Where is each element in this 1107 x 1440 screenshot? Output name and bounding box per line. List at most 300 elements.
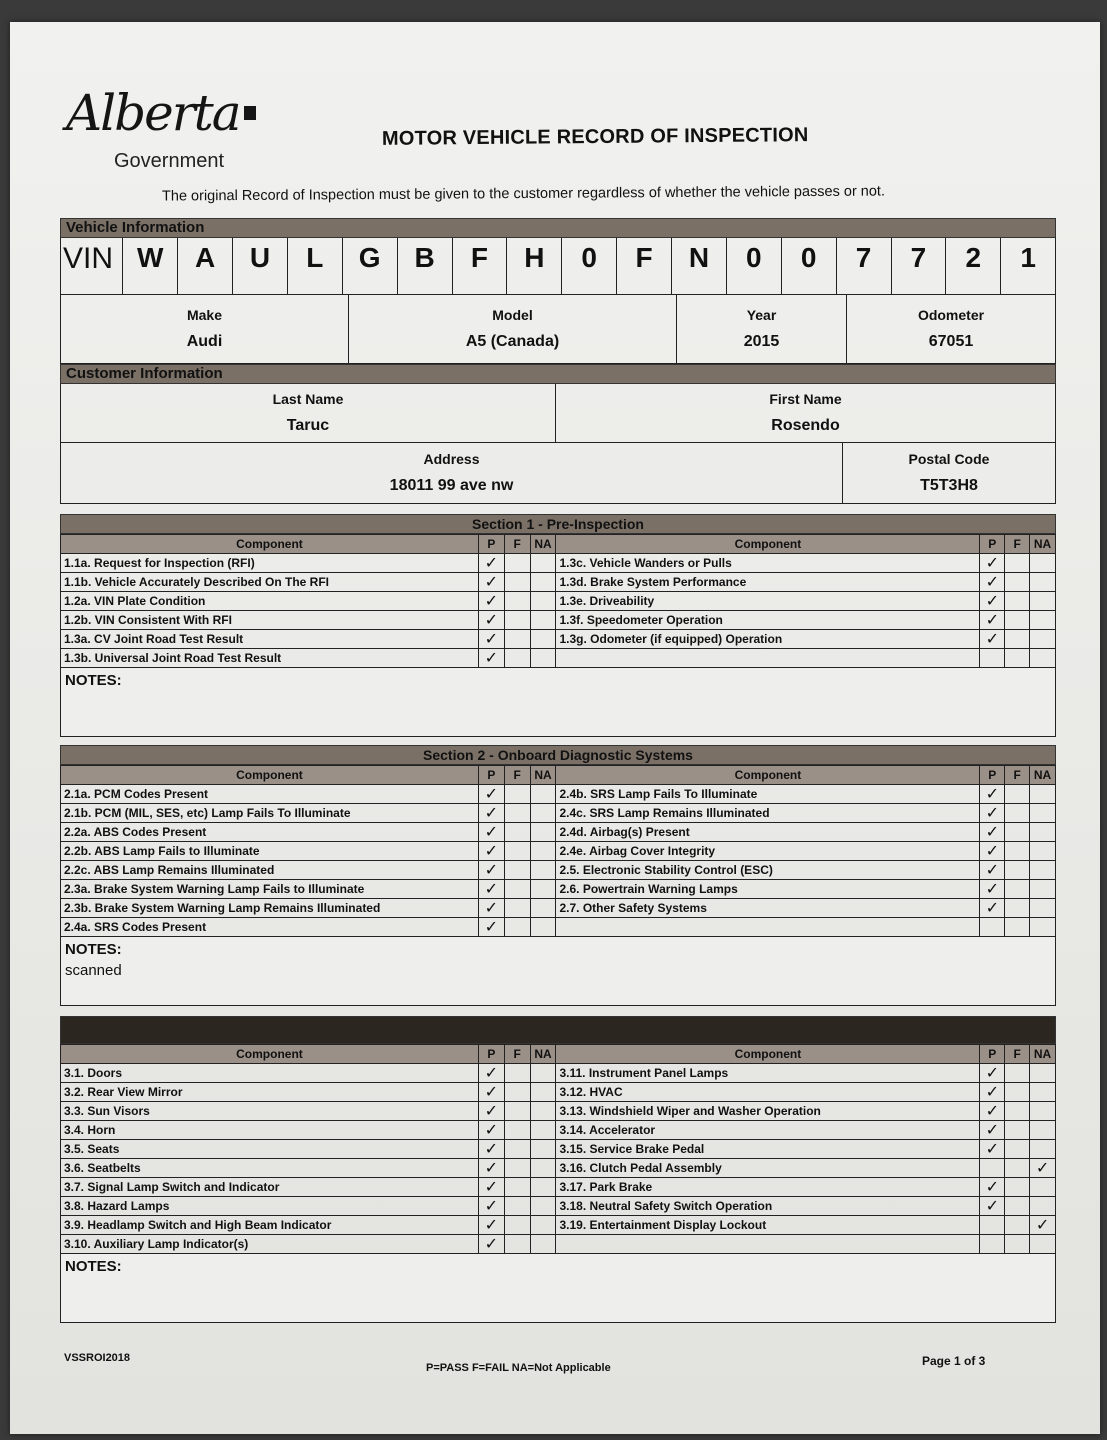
check-cell-na: [530, 1159, 556, 1178]
component-name: 3.13. Windshield Wiper and Washer Operation: [556, 1102, 980, 1121]
section1-notes: [60, 668, 1056, 737]
table-row: [61, 1121, 1056, 1140]
check-mark-icon: ✓: [484, 823, 499, 841]
check-mark-icon: ✓: [1035, 1216, 1050, 1234]
check-cell-f: [504, 1178, 530, 1197]
check-cell-f: [1005, 861, 1030, 880]
check-cell-p: [980, 1121, 1005, 1140]
check-cell-na: [1030, 842, 1056, 861]
table-row: [61, 554, 1056, 573]
check-cell-f: [1005, 573, 1030, 592]
vin-char-9: 0: [562, 238, 617, 294]
check-cell-na: [530, 785, 556, 804]
right-p-column-header: P: [980, 535, 1005, 554]
component-name: 1.1b. Vehicle Accurately Described On The RFI: [61, 573, 479, 592]
component-name: 1.3b. Universal Joint Road Test Result: [61, 649, 479, 668]
section1-table: [60, 534, 1056, 668]
check-cell-f: [504, 1121, 530, 1140]
alberta-government-logo: [66, 84, 296, 204]
check-mark-icon: ✓: [484, 1102, 499, 1120]
check-cell-f: [504, 918, 530, 937]
check-mark-icon: ✓: [484, 880, 499, 898]
check-cell-p: [478, 573, 504, 592]
check-cell-f: [1005, 880, 1030, 899]
table-row: [61, 842, 1056, 861]
check-cell-na: [1030, 1083, 1056, 1102]
check-cell-f: [1005, 804, 1030, 823]
check-cell-p: [980, 649, 1005, 668]
check-cell-f: [504, 630, 530, 649]
check-cell-na: [530, 823, 556, 842]
vin-char-2: A: [178, 238, 233, 294]
check-cell-f: [1005, 630, 1030, 649]
section3-table: [60, 1044, 1056, 1254]
right-na-column-header: NA: [1030, 535, 1056, 554]
check-cell-p: [478, 1216, 504, 1235]
component-name: 3.5. Seats: [61, 1140, 479, 1159]
check-cell-f: [1005, 592, 1030, 611]
check-cell-na: [1030, 1140, 1056, 1159]
page-subtitle: The original Record of Inspection must be given to the customer regardless of whether the vehicle passes or not.: [161, 183, 886, 205]
check-cell-f: [504, 1235, 530, 1254]
table-row: [61, 630, 1056, 649]
vin-row: [60, 238, 1056, 295]
check-mark-icon: ✓: [985, 1140, 999, 1158]
check-cell-p: [980, 1064, 1005, 1083]
component-name: 3.17. Park Brake: [556, 1178, 980, 1197]
check-cell-na: [1030, 573, 1056, 592]
last-name-value: Taruc: [286, 417, 330, 434]
check-cell-p: [478, 1235, 504, 1254]
check-cell-f: [1005, 1235, 1030, 1254]
make-cell: [61, 295, 349, 363]
check-cell-p: [478, 649, 504, 668]
component-name: 1.1a. Request for Inspection (RFI): [61, 554, 479, 573]
left-f-column-header: F: [504, 766, 530, 785]
check-cell-f: [504, 1197, 530, 1216]
table-row: [61, 1178, 1056, 1197]
vehicle-info-header: Vehicle Information: [60, 218, 1056, 238]
check-cell-f: [504, 1140, 530, 1159]
section2-header: Section 2 - Onboard Diagnostic Systems: [60, 745, 1056, 765]
check-mark-icon: ✓: [985, 611, 999, 629]
check-cell-na: [530, 630, 556, 649]
check-cell-p: [980, 823, 1005, 842]
check-cell-na: [530, 1102, 556, 1121]
make-value: Audi: [186, 333, 223, 350]
check-mark-icon: ✓: [985, 842, 999, 860]
check-cell-p: [478, 1102, 504, 1121]
check-mark-icon: ✓: [484, 842, 499, 860]
check-cell-f: [504, 573, 530, 592]
vin-char-6: B: [398, 238, 453, 294]
component-name: 2.4b. SRS Lamp Fails To Illuminate: [556, 785, 980, 804]
check-cell-p: [478, 804, 504, 823]
check-cell-p: [478, 918, 504, 937]
section2-notes-label: NOTES:: [65, 941, 122, 958]
component-name: [556, 649, 980, 668]
check-cell-p: [478, 611, 504, 630]
left-na-column-header: NA: [530, 766, 556, 785]
check-cell-f: [504, 880, 530, 899]
odometer-value: 67051: [928, 333, 974, 350]
check-cell-na: [1030, 1102, 1056, 1121]
component-name: 2.5. Electronic Stability Control (ESC): [556, 861, 980, 880]
component-name: 3.9. Headlamp Switch and High Beam Indicator: [61, 1216, 479, 1235]
check-mark-icon: ✓: [985, 804, 999, 822]
check-mark-icon: ✓: [484, 573, 499, 591]
vin-char-16: 2: [946, 238, 1001, 294]
table-row: [61, 1083, 1056, 1102]
check-mark-icon: ✓: [985, 1102, 999, 1120]
check-cell-p: [980, 1197, 1005, 1216]
check-cell-p: [478, 880, 504, 899]
table-row: [61, 1197, 1056, 1216]
check-cell-p: [478, 1178, 504, 1197]
check-cell-p: [478, 1121, 504, 1140]
left-p-column-header: P: [478, 535, 504, 554]
check-cell-na: [530, 1178, 556, 1197]
table-row: [61, 1216, 1056, 1235]
check-cell-f: [504, 649, 530, 668]
check-cell-f: [1005, 1121, 1030, 1140]
check-cell-na: [1030, 1216, 1056, 1235]
check-mark-icon: ✓: [484, 1121, 499, 1139]
component-name: 2.2b. ABS Lamp Fails to Illuminate: [61, 842, 479, 861]
check-cell-f: [504, 1083, 530, 1102]
right-f-column-header: F: [1005, 766, 1030, 785]
vin-char-12: 0: [727, 238, 782, 294]
first-name-cell: [556, 384, 1055, 442]
check-cell-f: [1005, 842, 1030, 861]
left-p-column-header: P: [478, 766, 504, 785]
postal-code-value: T5T3H8: [920, 477, 978, 494]
year-label: Year: [746, 307, 777, 323]
right-component-column-header: Component: [556, 1045, 980, 1064]
vehicle-details-row: [60, 295, 1056, 364]
right-f-column-header: F: [1005, 535, 1030, 554]
odometer-cell: [847, 295, 1055, 363]
check-cell-p: [980, 592, 1005, 611]
check-cell-p: [478, 554, 504, 573]
address-cell: [61, 443, 843, 503]
check-mark-icon: ✓: [985, 592, 999, 610]
inspection-form-page: [10, 22, 1100, 1434]
component-name: 2.2c. ABS Lamp Remains Illuminated: [61, 861, 479, 880]
check-cell-p: [478, 785, 504, 804]
check-cell-na: [1030, 630, 1056, 649]
component-name: 2.2a. ABS Codes Present: [61, 823, 479, 842]
check-mark-icon: ✓: [484, 1159, 499, 1177]
model-value: A5 (Canada): [465, 333, 560, 350]
check-cell-na: [530, 1197, 556, 1216]
component-name: 3.16. Clutch Pedal Assembly: [556, 1159, 980, 1178]
check-cell-na: [530, 1216, 556, 1235]
check-mark-icon: ✓: [484, 804, 499, 822]
check-cell-p: [980, 861, 1005, 880]
check-mark-icon: ✓: [484, 1178, 499, 1196]
check-cell-na: [1030, 899, 1056, 918]
legend-text: P=PASS F=FAIL NA=Not Applicable: [426, 1362, 611, 1374]
check-cell-f: [1005, 1197, 1030, 1216]
check-mark-icon: ✓: [484, 611, 499, 629]
check-cell-f: [504, 611, 530, 630]
check-mark-icon: ✓: [985, 861, 999, 879]
check-cell-f: [1005, 1083, 1030, 1102]
model-label: Model: [492, 307, 533, 323]
table-row: [61, 573, 1056, 592]
right-component-column-header: Component: [556, 535, 980, 554]
check-cell-f: [504, 785, 530, 804]
component-name: 1.3e. Driveability: [556, 592, 980, 611]
component-name: 1.3a. CV Joint Road Test Result: [61, 630, 479, 649]
component-name: 2.1b. PCM (MIL, SES, etc) Lamp Fails To Illuminate: [61, 804, 479, 823]
component-name: 1.3c. Vehicle Wanders or Pulls: [556, 554, 980, 573]
component-name: 2.4a. SRS Codes Present: [61, 918, 479, 937]
section1-header: Section 1 - Pre-Inspection: [60, 514, 1056, 534]
left-p-column-header: P: [478, 1045, 504, 1064]
check-cell-f: [504, 823, 530, 842]
check-cell-na: [1030, 611, 1056, 630]
check-cell-na: [530, 918, 556, 937]
check-mark-icon: ✓: [985, 1178, 999, 1196]
check-mark-icon: ✓: [484, 592, 499, 610]
check-cell-na: [530, 1235, 556, 1254]
check-cell-na: [530, 592, 556, 611]
check-cell-p: [980, 1159, 1005, 1178]
check-cell-f: [504, 804, 530, 823]
address-label: Address: [423, 451, 480, 467]
vin-char-5: G: [343, 238, 398, 294]
vin-char-7: F: [453, 238, 508, 294]
check-cell-na: [530, 649, 556, 668]
component-name: 2.7. Other Safety Systems: [556, 899, 980, 918]
check-mark-icon: ✓: [985, 785, 999, 803]
check-cell-p: [980, 880, 1005, 899]
section2-table: [60, 765, 1056, 937]
check-cell-na: [530, 1083, 556, 1102]
page-number: Page 1 of 3: [922, 1354, 986, 1368]
section2-notes: [60, 937, 1056, 1006]
section3-notes-label: NOTES:: [65, 1258, 122, 1275]
component-name: 3.15. Service Brake Pedal: [556, 1140, 980, 1159]
customer-address-row: [60, 443, 1056, 504]
vin-char-1: W: [123, 238, 178, 294]
check-mark-icon: ✓: [985, 823, 999, 841]
check-cell-na: [530, 899, 556, 918]
component-name: 3.19. Entertainment Display Lockout: [556, 1216, 980, 1235]
check-cell-na: [1030, 1121, 1056, 1140]
right-na-column-header: NA: [1030, 1045, 1056, 1064]
check-cell-f: [1005, 1159, 1030, 1178]
check-cell-na: [1030, 918, 1056, 937]
table-row: [61, 1102, 1056, 1121]
first-name-label: First Name: [769, 391, 842, 407]
check-cell-na: [1030, 592, 1056, 611]
check-mark-icon: ✓: [985, 1083, 999, 1101]
check-mark-icon: ✓: [484, 861, 499, 879]
vin-char-4: L: [288, 238, 343, 294]
check-cell-p: [478, 1083, 504, 1102]
check-mark-icon: ✓: [985, 630, 999, 648]
check-mark-icon: ✓: [484, 649, 499, 667]
component-name: 3.6. Seatbelts: [61, 1159, 479, 1178]
check-cell-p: [980, 573, 1005, 592]
model-cell: [349, 295, 677, 363]
table-row: [61, 918, 1056, 937]
address-value: 18011 99 ave nw: [389, 477, 514, 494]
table-row: [61, 804, 1056, 823]
component-name: 2.3b. Brake System Warning Lamp Remains Illuminated: [61, 899, 479, 918]
component-name: 3.18. Neutral Safety Switch Operation: [556, 1197, 980, 1216]
check-mark-icon: ✓: [484, 899, 499, 917]
check-cell-na: [530, 804, 556, 823]
table-row: [61, 611, 1056, 630]
check-cell-na: [530, 1064, 556, 1083]
component-name: 2.4c. SRS Lamp Remains Illuminated: [556, 804, 980, 823]
table-row: [61, 880, 1056, 899]
check-cell-na: [1030, 880, 1056, 899]
check-cell-na: [530, 1121, 556, 1140]
check-cell-p: [980, 611, 1005, 630]
component-name: 1.2b. VIN Consistent With RFI: [61, 611, 479, 630]
page-title: MOTOR VEHICLE RECORD OF INSPECTION: [381, 124, 809, 150]
customer-name-row: [60, 384, 1056, 443]
check-mark-icon: ✓: [484, 1083, 499, 1101]
table-row: [61, 1235, 1056, 1254]
check-mark-icon: ✓: [985, 1064, 999, 1082]
check-cell-f: [1005, 918, 1030, 937]
check-cell-f: [504, 554, 530, 573]
check-cell-na: [1030, 649, 1056, 668]
check-cell-na: [1030, 1064, 1056, 1083]
check-cell-p: [980, 630, 1005, 649]
component-name: 1.2a. VIN Plate Condition: [61, 592, 479, 611]
check-mark-icon: ✓: [985, 1121, 999, 1139]
check-cell-na: [530, 611, 556, 630]
table-row: [61, 899, 1056, 918]
component-name: 2.3a. Brake System Warning Lamp Fails to Illuminate: [61, 880, 479, 899]
check-cell-p: [980, 1235, 1005, 1254]
check-cell-f: [1005, 1216, 1030, 1235]
check-cell-f: [504, 1159, 530, 1178]
vin-char-13: 0: [782, 238, 837, 294]
check-cell-f: [1005, 1102, 1030, 1121]
right-component-column-header: Component: [556, 766, 980, 785]
first-name-value: Rosendo: [771, 417, 840, 434]
logo-script-text: Alberta: [66, 84, 240, 142]
check-cell-f: [504, 1216, 530, 1235]
check-cell-f: [504, 861, 530, 880]
postal-code-label: Postal Code: [908, 451, 990, 467]
component-name: [556, 1235, 980, 1254]
check-cell-p: [980, 1140, 1005, 1159]
component-name: 2.6. Powertrain Warning Lamps: [556, 880, 980, 899]
check-cell-na: [530, 1140, 556, 1159]
last-name-label: Last Name: [272, 391, 344, 407]
last-name-cell: [61, 384, 556, 442]
form-body: [60, 218, 1056, 1323]
check-cell-na: [1030, 861, 1056, 880]
check-cell-p: [478, 823, 504, 842]
check-cell-p: [478, 1064, 504, 1083]
check-cell-p: [980, 842, 1005, 861]
left-na-column-header: NA: [530, 1045, 556, 1064]
right-na-column-header: NA: [1030, 766, 1056, 785]
form-code: VSSROI2018: [64, 1352, 131, 1364]
check-cell-p: [478, 1159, 504, 1178]
check-mark-icon: ✓: [484, 1197, 499, 1215]
check-mark-icon: ✓: [484, 1064, 499, 1082]
check-cell-p: [980, 1102, 1005, 1121]
vin-char-8: H: [507, 238, 562, 294]
component-name: 3.2. Rear View Mirror: [61, 1083, 479, 1102]
left-component-column-header: Component: [61, 1045, 479, 1064]
logo-subtext: Government: [114, 150, 225, 172]
customer-info-header: Customer Information: [60, 364, 1056, 384]
component-name: 2.4e. Airbag Cover Integrity: [556, 842, 980, 861]
check-cell-p: [980, 785, 1005, 804]
component-name: 3.12. HVAC: [556, 1083, 980, 1102]
left-na-column-header: NA: [530, 535, 556, 554]
check-cell-f: [504, 1064, 530, 1083]
left-f-column-header: F: [504, 1045, 530, 1064]
check-cell-na: [1030, 823, 1056, 842]
check-cell-f: [504, 1102, 530, 1121]
component-name: [556, 918, 980, 937]
check-cell-p: [980, 804, 1005, 823]
vin-char-3: U: [233, 238, 288, 294]
check-cell-f: [1005, 899, 1030, 918]
check-cell-f: [1005, 823, 1030, 842]
check-cell-na: [1030, 1178, 1056, 1197]
check-cell-p: [980, 899, 1005, 918]
check-mark-icon: ✓: [985, 899, 999, 917]
component-name: 3.1. Doors: [61, 1064, 479, 1083]
check-mark-icon: ✓: [985, 880, 999, 898]
check-cell-na: [1030, 785, 1056, 804]
check-cell-p: [478, 861, 504, 880]
check-cell-f: [1005, 785, 1030, 804]
check-mark-icon: ✓: [484, 554, 499, 572]
year-cell: [677, 295, 847, 363]
check-cell-p: [980, 918, 1005, 937]
table-row: [61, 649, 1056, 668]
check-cell-p: [980, 1178, 1005, 1197]
check-cell-na: [1030, 1159, 1056, 1178]
check-cell-p: [980, 554, 1005, 573]
component-name: 3.10. Auxiliary Lamp Indicator(s): [61, 1235, 479, 1254]
left-component-column-header: Component: [61, 766, 479, 785]
right-p-column-header: P: [980, 1045, 1005, 1064]
component-name: 3.8. Hazard Lamps: [61, 1197, 479, 1216]
check-cell-f: [1005, 1140, 1030, 1159]
section3-notes: [60, 1254, 1056, 1323]
make-label: Make: [186, 307, 223, 323]
section2-notes-value: scanned: [65, 962, 122, 979]
logo-square-icon: [244, 106, 256, 120]
check-cell-f: [1005, 554, 1030, 573]
right-p-column-header: P: [980, 766, 1005, 785]
check-mark-icon: ✓: [985, 1197, 999, 1215]
section1-notes-label: NOTES:: [65, 672, 122, 689]
check-cell-na: [530, 842, 556, 861]
check-cell-f: [504, 842, 530, 861]
check-cell-na: [530, 880, 556, 899]
table-row: [61, 1064, 1056, 1083]
check-cell-p: [478, 1197, 504, 1216]
section3-header: [60, 1016, 1056, 1044]
